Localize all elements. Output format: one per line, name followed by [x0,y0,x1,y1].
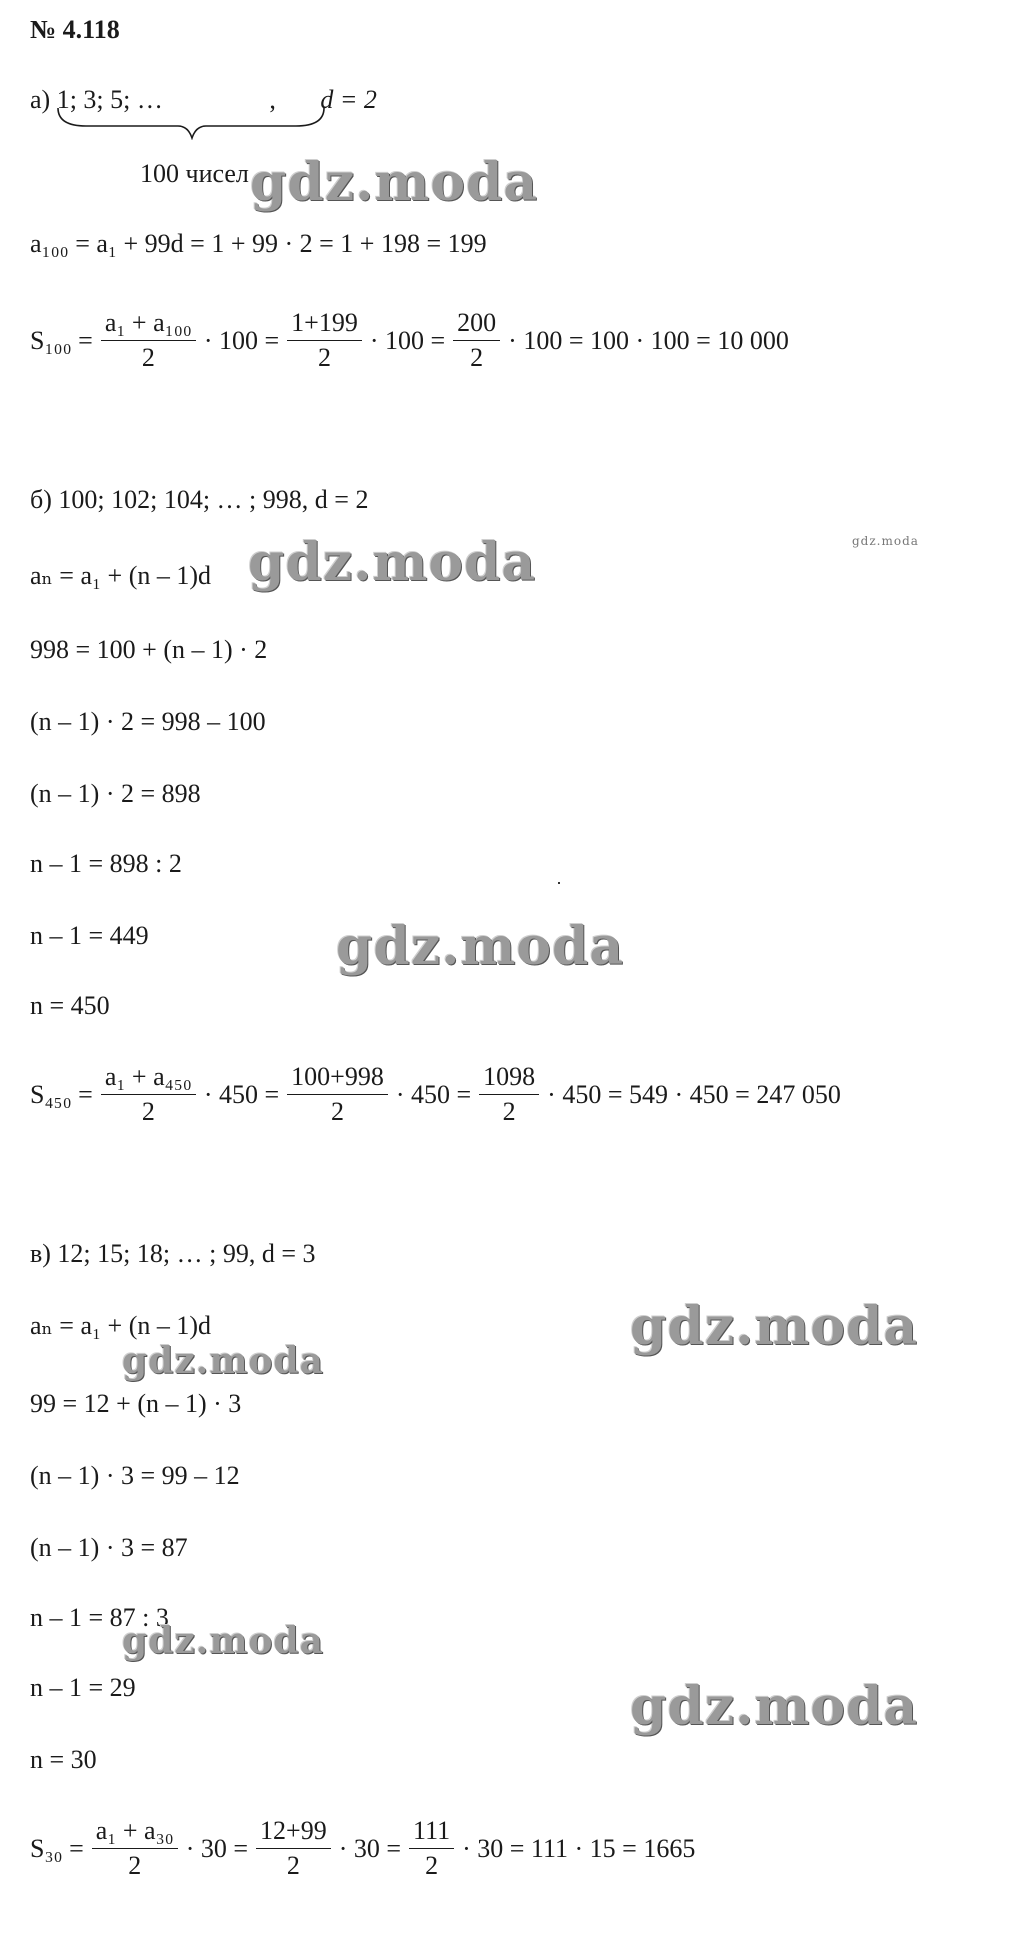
mult-1: · 100 = [203,325,280,355]
fraction-3: $\frac{1098}{2}$ [479,1060,539,1129]
part-c-line-7: n = 30 [30,1745,97,1774]
watermark: gdz.moda [122,1340,324,1382]
fraction-1: $\frac{\text{a₁ + a₄₅₀}}{2}$ [101,1060,196,1129]
part-a-comma: , [269,85,276,114]
part-a-line-1: a₁₀₀ = a₁ + 99d = 1 + 99 · 2 = 1 + 198 = 199 [30,229,487,258]
mult-2: · 30 = [338,1833,402,1863]
part-c-line-3: (n – 1) · 3 = 99 – 12 [30,1461,240,1490]
watermark: gdz.moda [248,532,537,593]
part-b-heading: б) 100; 102; 104; … ; 998, d = 2 [30,485,369,514]
stray-dot [558,882,560,884]
sum-tail: · 450 = 549 · 450 = 247 050 [547,1079,841,1109]
watermark: gdz.moda [630,1296,919,1357]
part-c-line-5: n – 1 = 87 : 3 [30,1603,169,1632]
curly-brace-icon [56,106,326,140]
mult-2: · 450 = [395,1079,472,1109]
watermark: gdz.moda [122,1620,324,1662]
sum-lhs: S₄₅₀ = [30,1079,93,1109]
fraction-1: $\frac{\text{a₁ + a₁₀₀}}{2}$ [101,306,196,375]
mult-2: · 100 = [369,325,446,355]
fraction-2: $\frac{12+99}{2}$ [256,1814,331,1883]
sum-tail: · 30 = 111 · 15 = 1665 [462,1833,696,1863]
part-b-line-7: n = 450 [30,991,110,1020]
sum-lhs: S₃₀ = [30,1833,84,1863]
part-c-line-2: 99 = 12 + (n – 1) · 3 [30,1389,242,1418]
part-c-line-6: n – 1 = 29 [30,1673,136,1702]
sum-tail: · 100 = 100 · 100 = 10 000 [508,325,789,355]
fraction-3: $\frac{111}{2}$ [409,1814,454,1883]
part-b-line-3: (n – 1) · 2 = 998 – 100 [30,707,266,736]
sum-lhs: S₁₀₀ = [30,325,93,355]
part-a-sum-formula [30,306,789,375]
part-b-sum-formula [30,1060,841,1129]
fraction-2: $\frac{1+199}{2}$ [287,306,362,375]
part-c-heading: в) 12; 15; 18; … ; 99, d = 3 [30,1239,316,1268]
watermark: gdz.moda [250,152,539,213]
mult-1: · 450 = [203,1079,280,1109]
fraction-1: $\frac{\text{a₁ + a₃₀}}{2}$ [92,1814,178,1883]
fraction-2: $\frac{100+998}{2}$ [287,1060,388,1129]
watermark-small: gdz.moda [852,534,919,548]
problem-title: № 4.118 [30,15,120,44]
part-b-line-6: n – 1 = 449 [30,921,149,950]
watermark: gdz.moda [630,1676,919,1737]
brace-label: 100 чисел [140,159,249,188]
part-c-line-1: aₙ = a₁ + (n – 1)d [30,1311,212,1340]
part-b-line-2: 998 = 100 + (n – 1) · 2 [30,635,268,664]
part-c-line-4: (n – 1) · 3 = 87 [30,1533,188,1562]
part-b-line-4: (n – 1) · 2 = 898 [30,779,201,808]
part-b-line-5: n – 1 = 898 : 2 [30,849,182,878]
part-b-line-1: aₙ = a₁ + (n – 1)d [30,561,212,590]
watermark: gdz.moda [336,916,625,977]
part-c-sum-formula [30,1814,695,1883]
mult-1: · 30 = [185,1833,249,1863]
fraction-3: $\frac{200}{2}$ [453,306,500,375]
part-a-sequence: а) 1; 3; 5; … [30,85,163,114]
part-a-difference: d = 2 [320,85,377,114]
